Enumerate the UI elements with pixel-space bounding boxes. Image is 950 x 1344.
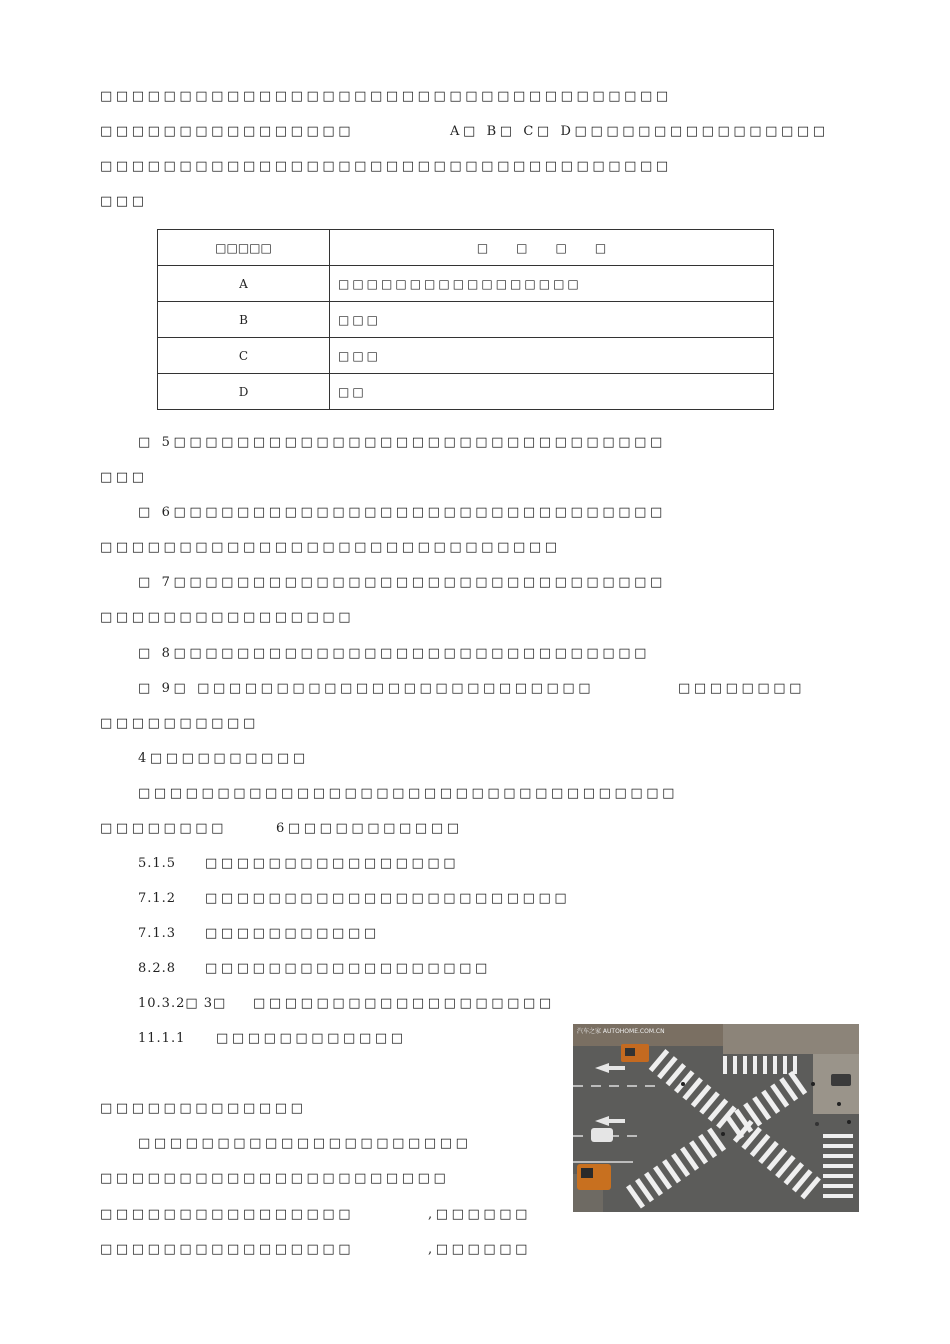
item-5-line-2: □□□ — [100, 470, 148, 485]
item-8-line: □ 8□□□□□□□□□□□□□□□□□□□□□□□□□□□□□□ — [138, 646, 650, 661]
item-6-line-1: □ 6□□□□□□□□□□□□□□□□□□□□□□□□□□□□□□□ — [138, 505, 666, 520]
crosswalk-photo — [573, 1024, 859, 1212]
grade-cell: D — [158, 374, 330, 410]
photo-watermark: 汽车之家 AUTOHOME.COM.CN — [577, 1028, 665, 1035]
clause-text: □□□□□□□□□□□ — [205, 926, 380, 941]
section-4-line-2a: □□□□□□□□ — [100, 821, 228, 836]
intro-line-4: □□□ — [100, 194, 148, 209]
item-7-line-1: □ 7□□□□□□□□□□□□□□□□□□□□□□□□□□□□□□□ — [138, 575, 666, 590]
bottom-line-4a: □□□□□□□□□□□□□□□□ — [100, 1207, 355, 1222]
clause-text: □□□□□□□□□□□□□□□□□□□□□□□ — [205, 891, 571, 906]
intro-line-1: □□□□□□□□□□□□□□□□□□□□□□□□□□□□□□□□□□□□ — [100, 89, 672, 104]
section-4-line-2b: 6□□□□□□□□□□□ — [276, 821, 463, 836]
intro-line-2a: □□□□□□□□□□□□□□□□ — [100, 124, 355, 139]
bottom-line-5a: □□□□□□□□□□□□□□□□ — [100, 1242, 355, 1257]
grade-cell: A — [158, 266, 330, 302]
bottom-line-1: □□□□□□□□□□□□□ — [100, 1101, 307, 1116]
clause-number: 8.2.8 — [138, 961, 177, 976]
crosswalk-illustration — [573, 1024, 859, 1212]
bottom-line-5b: ,□□□□□□ — [428, 1242, 532, 1257]
table-row — [158, 374, 774, 410]
intro-line-2b: A□ B□ C□ D□□□□□□□□□□□□□□□□ — [450, 124, 829, 139]
intro-line-3: □□□□□□□□□□□□□□□□□□□□□□□□□□□□□□□□□□□□ — [100, 159, 672, 174]
description-cell: □□□□□□□□□□□□□□□□□ — [330, 266, 774, 302]
grade-cell: C — [158, 338, 330, 374]
clause-number: 7.1.2 — [138, 891, 177, 906]
item-7-line-2: □□□□□□□□□□□□□□□□ — [100, 610, 355, 625]
grade-table — [157, 229, 774, 410]
item-5-line-1: □ 5□□□□□□□□□□□□□□□□□□□□□□□□□□□□□□□ — [138, 435, 666, 450]
grade-cell: B — [158, 302, 330, 338]
item-9-line-1b: □□□□□□□□ — [678, 681, 806, 696]
table-row — [158, 266, 774, 302]
clause-text: □□□□□□□□□□□□ — [216, 1031, 407, 1046]
item-6-line-2: □□□□□□□□□□□□□□□□□□□□□□□□□□□□□ — [100, 540, 561, 555]
bottom-line-4b: ,□□□□□□ — [428, 1207, 532, 1222]
table-row — [158, 338, 774, 374]
clause-number: 10.3.2□ 3□ — [138, 996, 227, 1011]
header-description: □□□□ — [330, 230, 774, 266]
bottom-line-3: □□□□□□□□□□□□□□□□□□□□□□ — [100, 1171, 450, 1186]
table-row — [158, 302, 774, 338]
item-9-line-2: □□□□□□□□□□ — [100, 716, 259, 731]
description-cell: □□□ — [330, 338, 774, 374]
header-grade: □□□□□ — [158, 230, 330, 266]
description-cell: □□ — [330, 374, 774, 410]
clause-text: □□□□□□□□□□□□□□□□ — [205, 856, 460, 871]
bottom-line-2: □□□□□□□□□□□□□□□□□□□□□ — [138, 1136, 472, 1151]
clause-number: 7.1.3 — [138, 926, 177, 941]
section-4-heading: 4□□□□□□□□□□ — [138, 751, 309, 766]
clause-text: □□□□□□□□□□□□□□□□□□□ — [253, 996, 555, 1011]
table-header-row — [158, 230, 774, 266]
clause-text: □□□□□□□□□□□□□□□□□□ — [205, 961, 491, 976]
item-9-line-1a: □ 9□ □□□□□□□□□□□□□□□□□□□□□□□□□ — [138, 681, 595, 696]
section-4-line-1: □□□□□□□□□□□□□□□□□□□□□□□□□□□□□□□□□□ — [138, 786, 679, 801]
clause-number: 5.1.5 — [138, 856, 177, 871]
clause-number: 11.1.1 — [138, 1031, 186, 1046]
description-cell: □□□ — [330, 302, 774, 338]
